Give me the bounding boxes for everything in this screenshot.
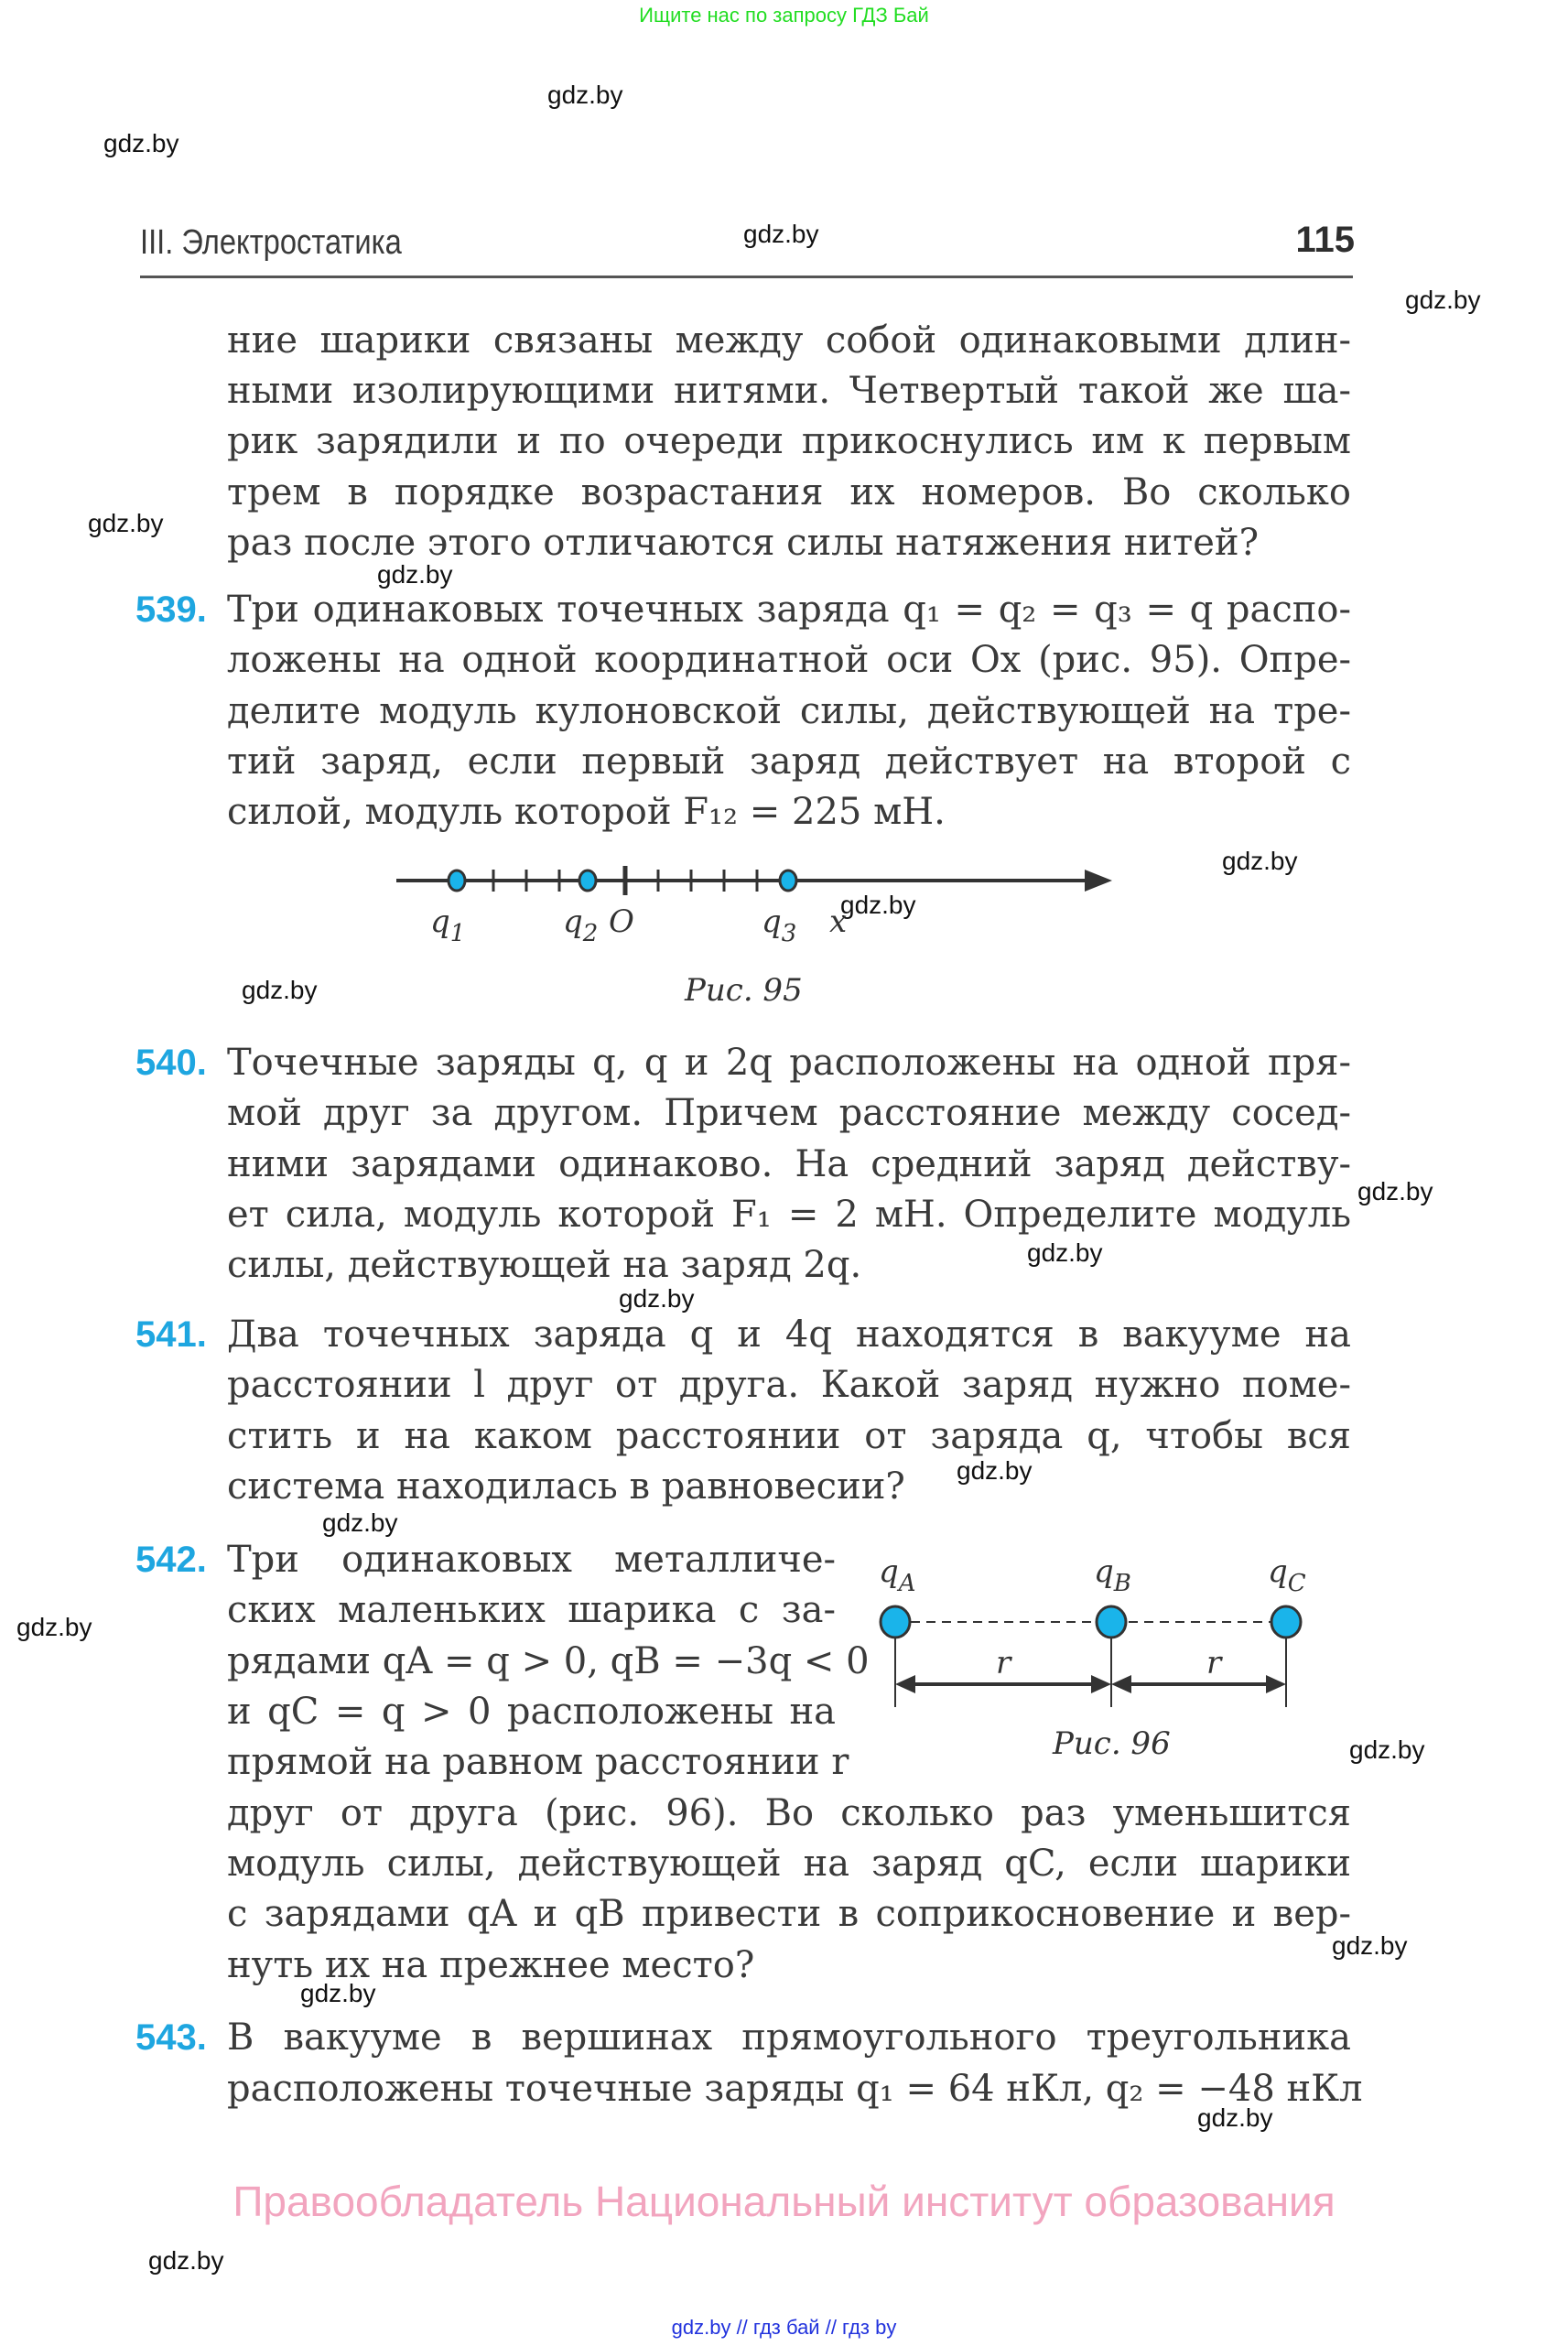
page-number: 115 <box>1295 220 1355 260</box>
text-line: ние шарики связаны между собой одинаковыми длин- <box>227 319 1351 362</box>
text-line: прямой на равном расстоянии r <box>227 1741 849 1783</box>
watermark: gdz.by <box>547 81 623 109</box>
section-title: III. Электростатика <box>140 223 402 262</box>
figure-95-caption: Рис. 95 <box>685 972 803 1009</box>
text-line: система находилась в равновесии? <box>227 1465 905 1508</box>
text-line: друг от друга (рис. 96). Во сколько раз уменьшится <box>227 1792 1351 1834</box>
figure-96-caption: Рис. 96 <box>1053 1725 1171 1762</box>
problem-number: 540. <box>135 1043 207 1083</box>
watermark: gdz.by <box>619 1284 695 1313</box>
text-line: ложены на одной координатной оси Ox (рис. 95). Опре- <box>227 639 1351 681</box>
watermark: gdz.by <box>1222 847 1298 875</box>
top-banner[interactable]: Ищите нас по запросу ГДЗ Бай <box>639 4 929 27</box>
watermark: gdz.by <box>957 1456 1033 1485</box>
text-line: силой, модуль которой F₁₂ = 225 мН. <box>227 791 946 833</box>
text-line: В вакууме в вершинах прямоугольного треугольника <box>227 2016 1351 2059</box>
charge-label-q2: $q_2$ <box>563 903 599 947</box>
watermark: gdz.by <box>88 509 164 537</box>
text-line: стить и на каком расстоянии от заряда q, чтобы вся <box>227 1415 1351 1457</box>
text-line: трем в порядке возрастания их номеров. Во сколько <box>227 471 1351 514</box>
footer-links[interactable]: gdz.by // гдз бай // гдз by <box>671 2316 897 2339</box>
problem-number: 541. <box>135 1314 207 1355</box>
problem-number: 542. <box>135 1540 207 1580</box>
charge-label-q1: $q_1$ <box>430 903 466 947</box>
text-line: раз после этого отличаются силы натяжения нитей? <box>227 522 1260 564</box>
watermark: gdz.by <box>300 1979 376 2007</box>
watermark: gdz.by <box>743 220 819 248</box>
charge-label-q3: $q_3$ <box>762 903 797 947</box>
charge-label-qC: $q_C$ <box>1268 1553 1306 1597</box>
text-line: Точечные заряды q, q и 2q расположены на одной пря- <box>227 1042 1351 1084</box>
coordinate-axis-diagram <box>384 851 1117 961</box>
copyright-notice: Правообладатель Национальный институт образования <box>232 2178 1336 2225</box>
axis-label-x: x <box>829 903 848 940</box>
watermark: gdz.by <box>840 891 916 919</box>
watermark: gdz.by <box>1027 1238 1103 1267</box>
text-line: рик зарядили и по очереди прикоснулись им к первым <box>227 420 1351 462</box>
arrow-icon <box>1085 870 1112 892</box>
text-line: модуль силы, действующей на заряд qC, если шарики <box>227 1843 1351 1885</box>
watermark: gdz.by <box>16 1613 92 1641</box>
text-line: делите модуль кулоновской силы, действующей на тре- <box>227 690 1351 732</box>
watermark: gdz.by <box>1332 1931 1408 1960</box>
text-line: ских маленьких шарика с за- <box>227 1589 836 1631</box>
text-line: расстоянии l друг от друга. Какой заряд нужно поме- <box>227 1364 1351 1406</box>
watermark: gdz.by <box>1349 1735 1425 1764</box>
text-line: нуть их на прежнее место? <box>227 1944 755 1986</box>
origin-label: O <box>609 903 634 940</box>
text-line: Три одинаковых точечных заряда q₁ = q₂ = q₃ = q распо- <box>227 589 1351 631</box>
text-line: мой друг за другом. Причем расстояние между сосед- <box>227 1092 1351 1134</box>
text-line: Два точечных заряда q и 4q находятся в вакууме на <box>227 1314 1351 1356</box>
watermark: gdz.by <box>242 976 318 1004</box>
charge-label-qA: $q_A$ <box>879 1553 916 1597</box>
text-line: ными изолирующими нитями. Четвертый такой же ша- <box>227 370 1351 412</box>
text-line: ет сила, модуль которой F₁ = 2 мН. Определите модуль <box>227 1194 1351 1236</box>
watermark: gdz.by <box>377 560 453 589</box>
text-line: Три одинаковых металличе- <box>227 1539 836 1581</box>
distance-label-r: r <box>996 1645 1011 1681</box>
problem-number: 539. <box>135 589 207 630</box>
watermark: gdz.by <box>1405 286 1481 314</box>
text-line: расположены точечные заряды q₁ = 64 нКл, q₂ = −48 нКл <box>227 2068 1363 2110</box>
distance-label-r: r <box>1206 1645 1222 1681</box>
text-line: рядами qA = q > 0, qB = −3q < 0 <box>227 1640 870 1682</box>
text-line: ними зарядами одинаково. На средний заряд действу- <box>227 1143 1351 1185</box>
watermark: gdz.by <box>1357 1177 1433 1205</box>
charge-label-qB: $q_B$ <box>1094 1553 1131 1597</box>
text-line: и qC = q > 0 расположены на <box>227 1691 836 1733</box>
figure-95 <box>384 851 1117 961</box>
problem-number: 543. <box>135 2017 207 2058</box>
text-line: силы, действующей на заряд 2q. <box>227 1244 862 1286</box>
header-divider <box>140 276 1353 278</box>
watermark: gdz.by <box>322 1508 398 1537</box>
text-line: тий заряд, если первый заряд действует на второй с <box>227 741 1351 783</box>
text-line: с зарядами qA и qB привести в соприкосновение и вер- <box>227 1893 1351 1935</box>
watermark: gdz.by <box>103 129 179 157</box>
watermark: gdz.by <box>148 2246 224 2275</box>
figure-96 <box>870 1547 1346 1739</box>
watermark: gdz.by <box>1197 2103 1273 2132</box>
